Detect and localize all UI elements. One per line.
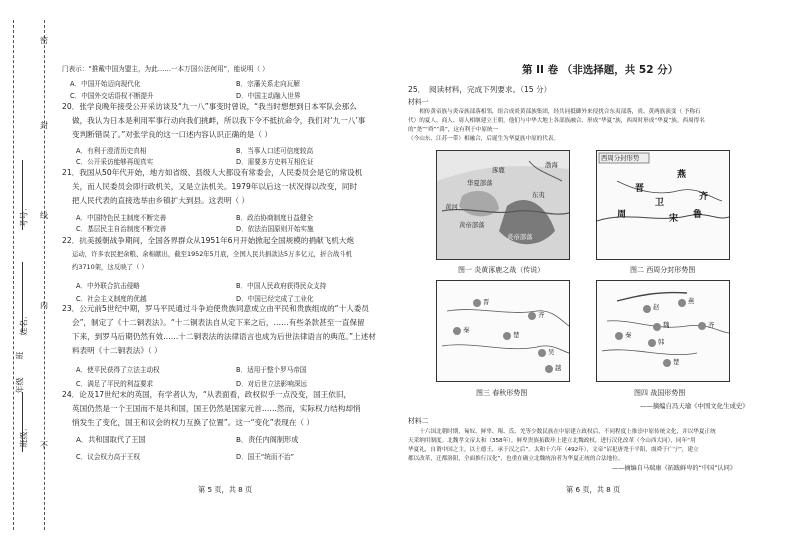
- q20-option-d[interactable]: D．需要多方史料互相佐证: [236, 158, 314, 166]
- map-1-label-yandi: 炎帝部落: [507, 233, 533, 241]
- material-1-source: ——摘编自冯天瑜《中国文化生成史》: [640, 402, 749, 410]
- q23-line-4: 料表明《十二铜表法》（ ）: [72, 346, 162, 355]
- kaohao-label: 考号：: [19, 203, 29, 228]
- map-3-label-qin: 秦: [463, 326, 470, 334]
- map-3-label-jin: 晋: [483, 298, 490, 306]
- material-2-line-4: 都以改革，迁都洛阳，全面推行汉化”，也重在确立北魏统治者为华夏正统的合法地位。: [408, 456, 624, 462]
- q20-line-2: 做，我认为日本是利用军事行动向我们挑衅，所以我下令不抵抗命令，我们对‘九一八’事: [72, 116, 366, 125]
- binding-char-4: 内: [40, 301, 48, 310]
- q21-line-1: 21．我国从50年代开始，地方如省级、县级人大都设有常委会，人民委员会是它的常设机: [62, 168, 363, 177]
- binding-char-1: 密: [40, 36, 48, 45]
- map-4-label-chu: 楚: [673, 358, 680, 366]
- q20-line-1: 20．张学良晚年接受公开采访谈及“九一八”事变时曾说，“我当时想想到日本军队会那么: [62, 102, 357, 111]
- q24-option-a[interactable]: A．共和国取代了王国: [76, 435, 146, 444]
- q24-option-b[interactable]: B．责任内阁制形成: [236, 435, 299, 444]
- q22-option-c[interactable]: C．社会主义制度的优越: [76, 295, 147, 303]
- map-1-label-huanghe: 黄河: [445, 203, 458, 211]
- material-1-line-4: （今山东、江苏一带）相融合，后诞生为华夏族中原的代表。: [408, 136, 560, 142]
- q21-option-b[interactable]: B．政治协商制度日益健全: [236, 214, 314, 222]
- map-2-label-lu: 鲁: [693, 210, 703, 220]
- map-4-label-wei: 魏: [663, 321, 670, 329]
- map-1-label-huangdi: 黄帝部落: [459, 221, 485, 229]
- q23-option-d[interactable]: D．对后世立法影响深远: [236, 380, 308, 388]
- map-western-zhou: [596, 150, 730, 260]
- q20-line-3: 变判断错误了。”对张学良的这一口述内容认识正确的是（ ）: [72, 130, 272, 139]
- xingming-field[interactable]: [22, 262, 23, 332]
- material-2-line-1: 十六国北朝时期，匈奴、鲜卑、羯、氐、羌等少数民族在中原建立政权后，不同程度上推崇中原传统文化，并以华夏正统: [408, 429, 716, 435]
- q24-option-c[interactable]: C．议会权力高于王权: [76, 453, 140, 461]
- q19-option-c[interactable]: C．中国外交话语权不断提升: [70, 92, 154, 100]
- material-1-line-1: 相传黄帝族与炎帝族部落相邻，组合成炎黄部族集团，经共同抵御外来侵扰合东夷部落，炎、黄两族演变（ 予称石: [408, 109, 701, 115]
- q22-line-2: 运动，许多农民把余粮、余棉献出，截至1952年5月底，全国人民共捐款达5万多亿元，折合战斗机: [72, 250, 353, 258]
- q22-line-3: 约3710架，这反映了（ ）: [72, 263, 148, 271]
- q23-line-1: 23．公元前5世纪中期，罗马平民通过斗争迫使贵族同意成立由平民和贵族组成的“十人委员: [62, 304, 369, 313]
- q19-option-d[interactable]: D．中国主动融入世界: [236, 92, 301, 100]
- q25-heading: 25． 阅读材料，完成下列要求。（15 分）: [408, 85, 552, 94]
- map-spring-autumn: [436, 280, 570, 382]
- map-4-label-zhao: 赵: [653, 303, 660, 311]
- q23-line-2: 会”，制定了《十二铜表法》。“十二铜表法自从定下来之后，……有些条款甚至一直保留: [72, 318, 365, 327]
- q21-option-c[interactable]: C．基层民主自治制度不断完善: [76, 225, 167, 233]
- map-3-label-yue: 越: [555, 364, 562, 372]
- q19-option-a[interactable]: A．中国开始迈向现代化: [70, 80, 141, 88]
- q24-line-2: 英国仍然是一个王国而不是共和国，国王仍然是国家元首……然而，实际权力结构却悄: [72, 404, 361, 413]
- material-2-label: 材料二: [408, 417, 429, 425]
- right-page-number: 第 6 页，共 8 页: [566, 485, 621, 494]
- map-3-label-chu: 楚: [513, 331, 520, 339]
- map-yanhuang-battle: [436, 150, 570, 260]
- map-4-label-han: 韩: [658, 338, 665, 346]
- map-4-label-qi: 齐: [708, 321, 715, 329]
- map-2-label-jin: 晋: [635, 184, 645, 194]
- material-2-source: ——摘编自马瑞康《拓跋鲜卑的“中国”认同》: [612, 465, 736, 472]
- map-1-label-zhuolu: 涿鹿: [492, 166, 505, 174]
- material-2-line-2: 天采纳用制度。北魏孝文帝太和（358年），鲜卑贵族拓跋珪上建立北魏政权，进行汉化改革（今山西大同），同年“用: [408, 438, 696, 444]
- material-2-line-3: 华夏礼，自谓中国之主，以土德王，承于汉之后”。太和十六年（492年），文帝“诏祀唐尧于平阳，虞舜于广宁”，建立: [408, 447, 699, 453]
- map-1-label-bohai: 渤海: [545, 161, 558, 169]
- binding-line-outer: [13, 20, 14, 530]
- q20-option-b[interactable]: B．当事人口述可信度较高: [236, 147, 314, 155]
- q22-option-d[interactable]: D．中国已经完成了工业化: [236, 295, 314, 303]
- q20-option-c[interactable]: C．公开采访能够再现真实: [76, 158, 154, 166]
- banji-label: 班级：: [19, 423, 29, 448]
- ban-label: 班: [15, 351, 25, 360]
- map-1-caption: 图一 炎黄涿鹿之战（传说）: [458, 266, 545, 274]
- q23-line-3: 下来，到罗马后期仍然有效……十二铜表法的法律语言也成为后世法律语言的典范。”上述材: [72, 332, 376, 341]
- material-1-label: 材料一: [408, 98, 429, 106]
- map-1-label-dongyi: 东夷: [532, 191, 545, 199]
- xingming-label: 姓名：: [19, 311, 29, 336]
- map-warring-states: [596, 280, 730, 382]
- q21-option-a[interactable]: A．中国特色民主制度不断完善: [76, 214, 167, 222]
- map-3-caption: 图三 春秋形势图: [476, 389, 528, 397]
- material-1-line-2: 代）的夏人、商人、周人相继建立王朝，他们与中华大地上各部族融合、形成“华夏”族，西周时形成“华夏”族。西周得名: [408, 118, 705, 124]
- q19-tail: 门表示：“推戴中国为盟主，为此……一本万国公法何用”，能说明（ ）: [62, 65, 269, 73]
- q23-option-c[interactable]: C．满足了平民的利益要求: [76, 380, 154, 388]
- map-2-label-wei: 卫: [655, 198, 665, 208]
- binding-char-3: 线: [40, 211, 48, 220]
- map-1-label-huaxia: 华夏部落: [467, 179, 493, 187]
- q23-option-a[interactable]: A．使平民获得了立法主动权: [76, 366, 160, 374]
- section-title: 第 II 卷 （非选择题，共 52 分）: [522, 64, 679, 76]
- q21-option-d[interactable]: D．依法治国原则开始实施: [236, 225, 314, 233]
- map-2-label-qi: 齐: [699, 192, 709, 202]
- q23-option-b[interactable]: B．适用于整个罗马帝国: [236, 366, 307, 374]
- q24-option-d[interactable]: D．国王“统而不治”: [236, 453, 295, 461]
- map-3-label-qi: 齐: [538, 311, 545, 319]
- q20-option-a[interactable]: A．有利于澄清历史真相: [76, 147, 147, 155]
- q21-line-2: 关，而人民委员会即行政机关，又是立法机关。1979年以后这一状况得以改变，同时: [72, 182, 358, 191]
- binding-char-5: 不: [40, 441, 48, 450]
- map-3-label-wu: 吴: [548, 348, 555, 356]
- map-2-label-yan: 燕: [677, 170, 687, 180]
- map-3-graphic: [437, 281, 569, 381]
- binding-char-2: 封: [40, 121, 48, 130]
- q22-option-b[interactable]: B．中国人民政府获得民众支持: [236, 282, 327, 290]
- map-4-caption: 图四 战国形势图: [634, 389, 686, 397]
- map-2-label-song: 宋: [669, 214, 679, 224]
- left-page-number: 第 5 页，共 8 页: [198, 485, 253, 494]
- q22-line-1: 22．抗美援朝战争期间，全国各界群众从1951年6月开始掀起全国规模的捐献飞机大炮: [62, 236, 355, 245]
- banji-field[interactable]: [22, 392, 23, 452]
- map-2-title: 西周分封形势: [601, 154, 640, 162]
- q22-option-a[interactable]: A．中外联合抗击侵略: [76, 282, 140, 290]
- q19-option-b[interactable]: B．宗藩关系走向瓦解: [236, 80, 300, 88]
- map-4-label-qin: 秦: [625, 331, 632, 339]
- q21-line-3: 把人民代表的直接选举由乡镇扩大到县。这表明（ ）: [72, 196, 250, 205]
- material-1-line-3: 的“尧”“舜”“禹”，这有利于中原统一: [408, 127, 499, 133]
- kaohao-field[interactable]: [22, 160, 23, 230]
- binding-line-inner: [44, 20, 45, 530]
- nianji-label: 年级: [15, 377, 25, 394]
- map-4-graphic: [597, 281, 729, 381]
- map-2-caption: 图二 西周分封形势图: [630, 266, 696, 274]
- map-2-label-zhou: 周: [617, 210, 627, 220]
- q24-line-3: 悄发生了变化，国王和议会的权力互换了位置”。这一“变化”表现在（ ）: [72, 418, 315, 427]
- map-4-label-yan: 燕: [688, 297, 695, 305]
- q24-line-1: 24．论及17世纪末的英国，有学者认为，“从表面看，政权似乎一点没变，国王依旧，: [62, 390, 352, 399]
